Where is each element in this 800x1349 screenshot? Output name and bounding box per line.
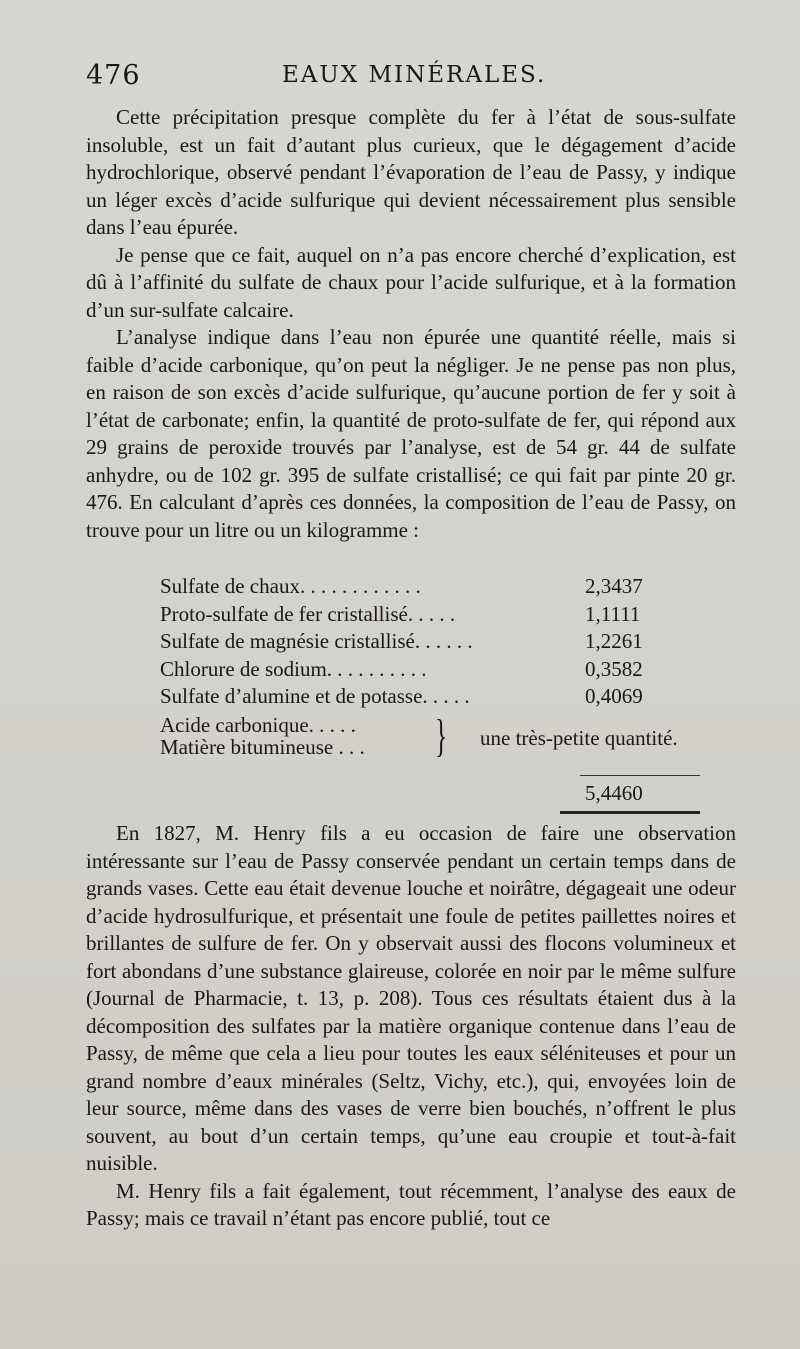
- paragraph: Cette précipitation presque complète du fer à l’état de sous-sulfate insoluble, est un fait d’autant plus curieux, que le dégagement d’acide hydrochlorique, observé pendant l’évaporation de l’eau de Passy, y indique un léger excès d’acide sulfurique qui devient nécessairement plus sensible dans l’eau épurée.: [86, 105, 736, 239]
- trace-quantity: une très-petite quantité.: [480, 725, 678, 750]
- paragraph: M. Henry fils a fait également, tout récemment, l’analyse des eaux de Passy; mais ce travail n’étant pas encore publié, tout ce: [86, 1178, 736, 1230]
- table-row: [160, 656, 700, 684]
- compound-value: 2,3437: [585, 574, 643, 598]
- trace-name: Matière bitumineuse . . .: [160, 734, 365, 759]
- right-brace: }: [434, 709, 448, 761]
- trace-name: Acide carbonique. . . . .: [160, 712, 356, 737]
- table-row: [160, 628, 700, 656]
- composition-table: [160, 573, 700, 805]
- compound-value: 0,4069: [585, 684, 643, 708]
- running-title: EAUX MINÉRALES.: [282, 62, 547, 88]
- compound-value: 0,3582: [585, 656, 643, 681]
- sum-rule: [580, 775, 700, 776]
- compound-name: Sulfate d’alumine et de potasse. . . . .: [160, 684, 470, 708]
- paragraph: En 1827, M. Henry fils a eu occasion de faire une observation intéressante sur l’eau de Passy conservée pendant un certain temps dans de grands vases. Cette eau était devenue louche et noirâtre, dégageait une odeur d’acide hydrosulfurique, et présentait une foule de petites paillettes noires et brillantes de sulfure de fer. On y observait aussi des flocons volumineux et fort abondans d’une substance glaireuse, colorée en noir par le même sulfure (Journal de Pharmacie, t. 13, p. 208). Tous ces résultats étaient dus à la décomposition des sulfates par la matière organique contenue dans l’eau de Passy, de même que cela a lieu pour toutes les eaux séléniteuses et pour un grand nombre d’eaux minérales (Seltz, Vichy, etc.), qui, envoyées loin de leur source, même dans des vases de verre bien bouchés, n’offrent le plus souvent, au bout d’un certain temps, qu’une eau croupie et tout-à-fait nuisible.: [86, 821, 736, 1175]
- compound-name: Sulfate de chaux. . . . . . . . . . . .: [160, 574, 421, 598]
- double-rule: [560, 811, 700, 814]
- compound-name: Proto-sulfate de fer cristallisé. . . . .: [160, 601, 456, 626]
- text-block-top: [86, 104, 736, 544]
- page-number: 476: [86, 60, 141, 91]
- paragraph: L’analyse indique dans l’eau non épurée une quantité réelle, mais si faible d’acide carbonique, qu’on peut la négliger. Je ne pense pas non plus, en raison de son excès d’acide sulfurique, qu’aucune portion de fer y soit à l’état de carbonate; enfin, la quantité de proto-sulfate de fer, qui répond aux 29 grains de peroxide trouvés par l’analyse, est de 54 gr. 44 de sulfate anhydre, ou de 102 gr. 395 de sulfate cristallisé; ce qui fait par pinte 20 gr. 476. En calculant d’après ces données, la composition de l’eau de Passy, on trouve pour un litre ou un kilogramme :: [86, 325, 736, 542]
- compound-value: 1,1111: [585, 601, 641, 626]
- page-header: [86, 60, 734, 96]
- total-value: 5,4460: [585, 781, 643, 805]
- compound-name: Sulfate de magnésie cristallisé. . . . . .: [160, 629, 473, 653]
- compound-value: 1,2261: [585, 629, 643, 653]
- compound-name: Chlorure de sodium. . . . . . . . . .: [160, 656, 427, 681]
- text-block-bottom: [86, 820, 736, 1233]
- trace-rows: [160, 711, 700, 767]
- table-row: [160, 573, 700, 601]
- table-row: [160, 601, 700, 629]
- table-row: [160, 683, 700, 711]
- paragraph: Je pense que ce fait, auquel on n’a pas encore cherché d’explication, est dû à l’affinité du sulfate de chaux pour l’acide sulfurique, et à la formation d’un sur-sulfate calcaire.: [86, 242, 736, 322]
